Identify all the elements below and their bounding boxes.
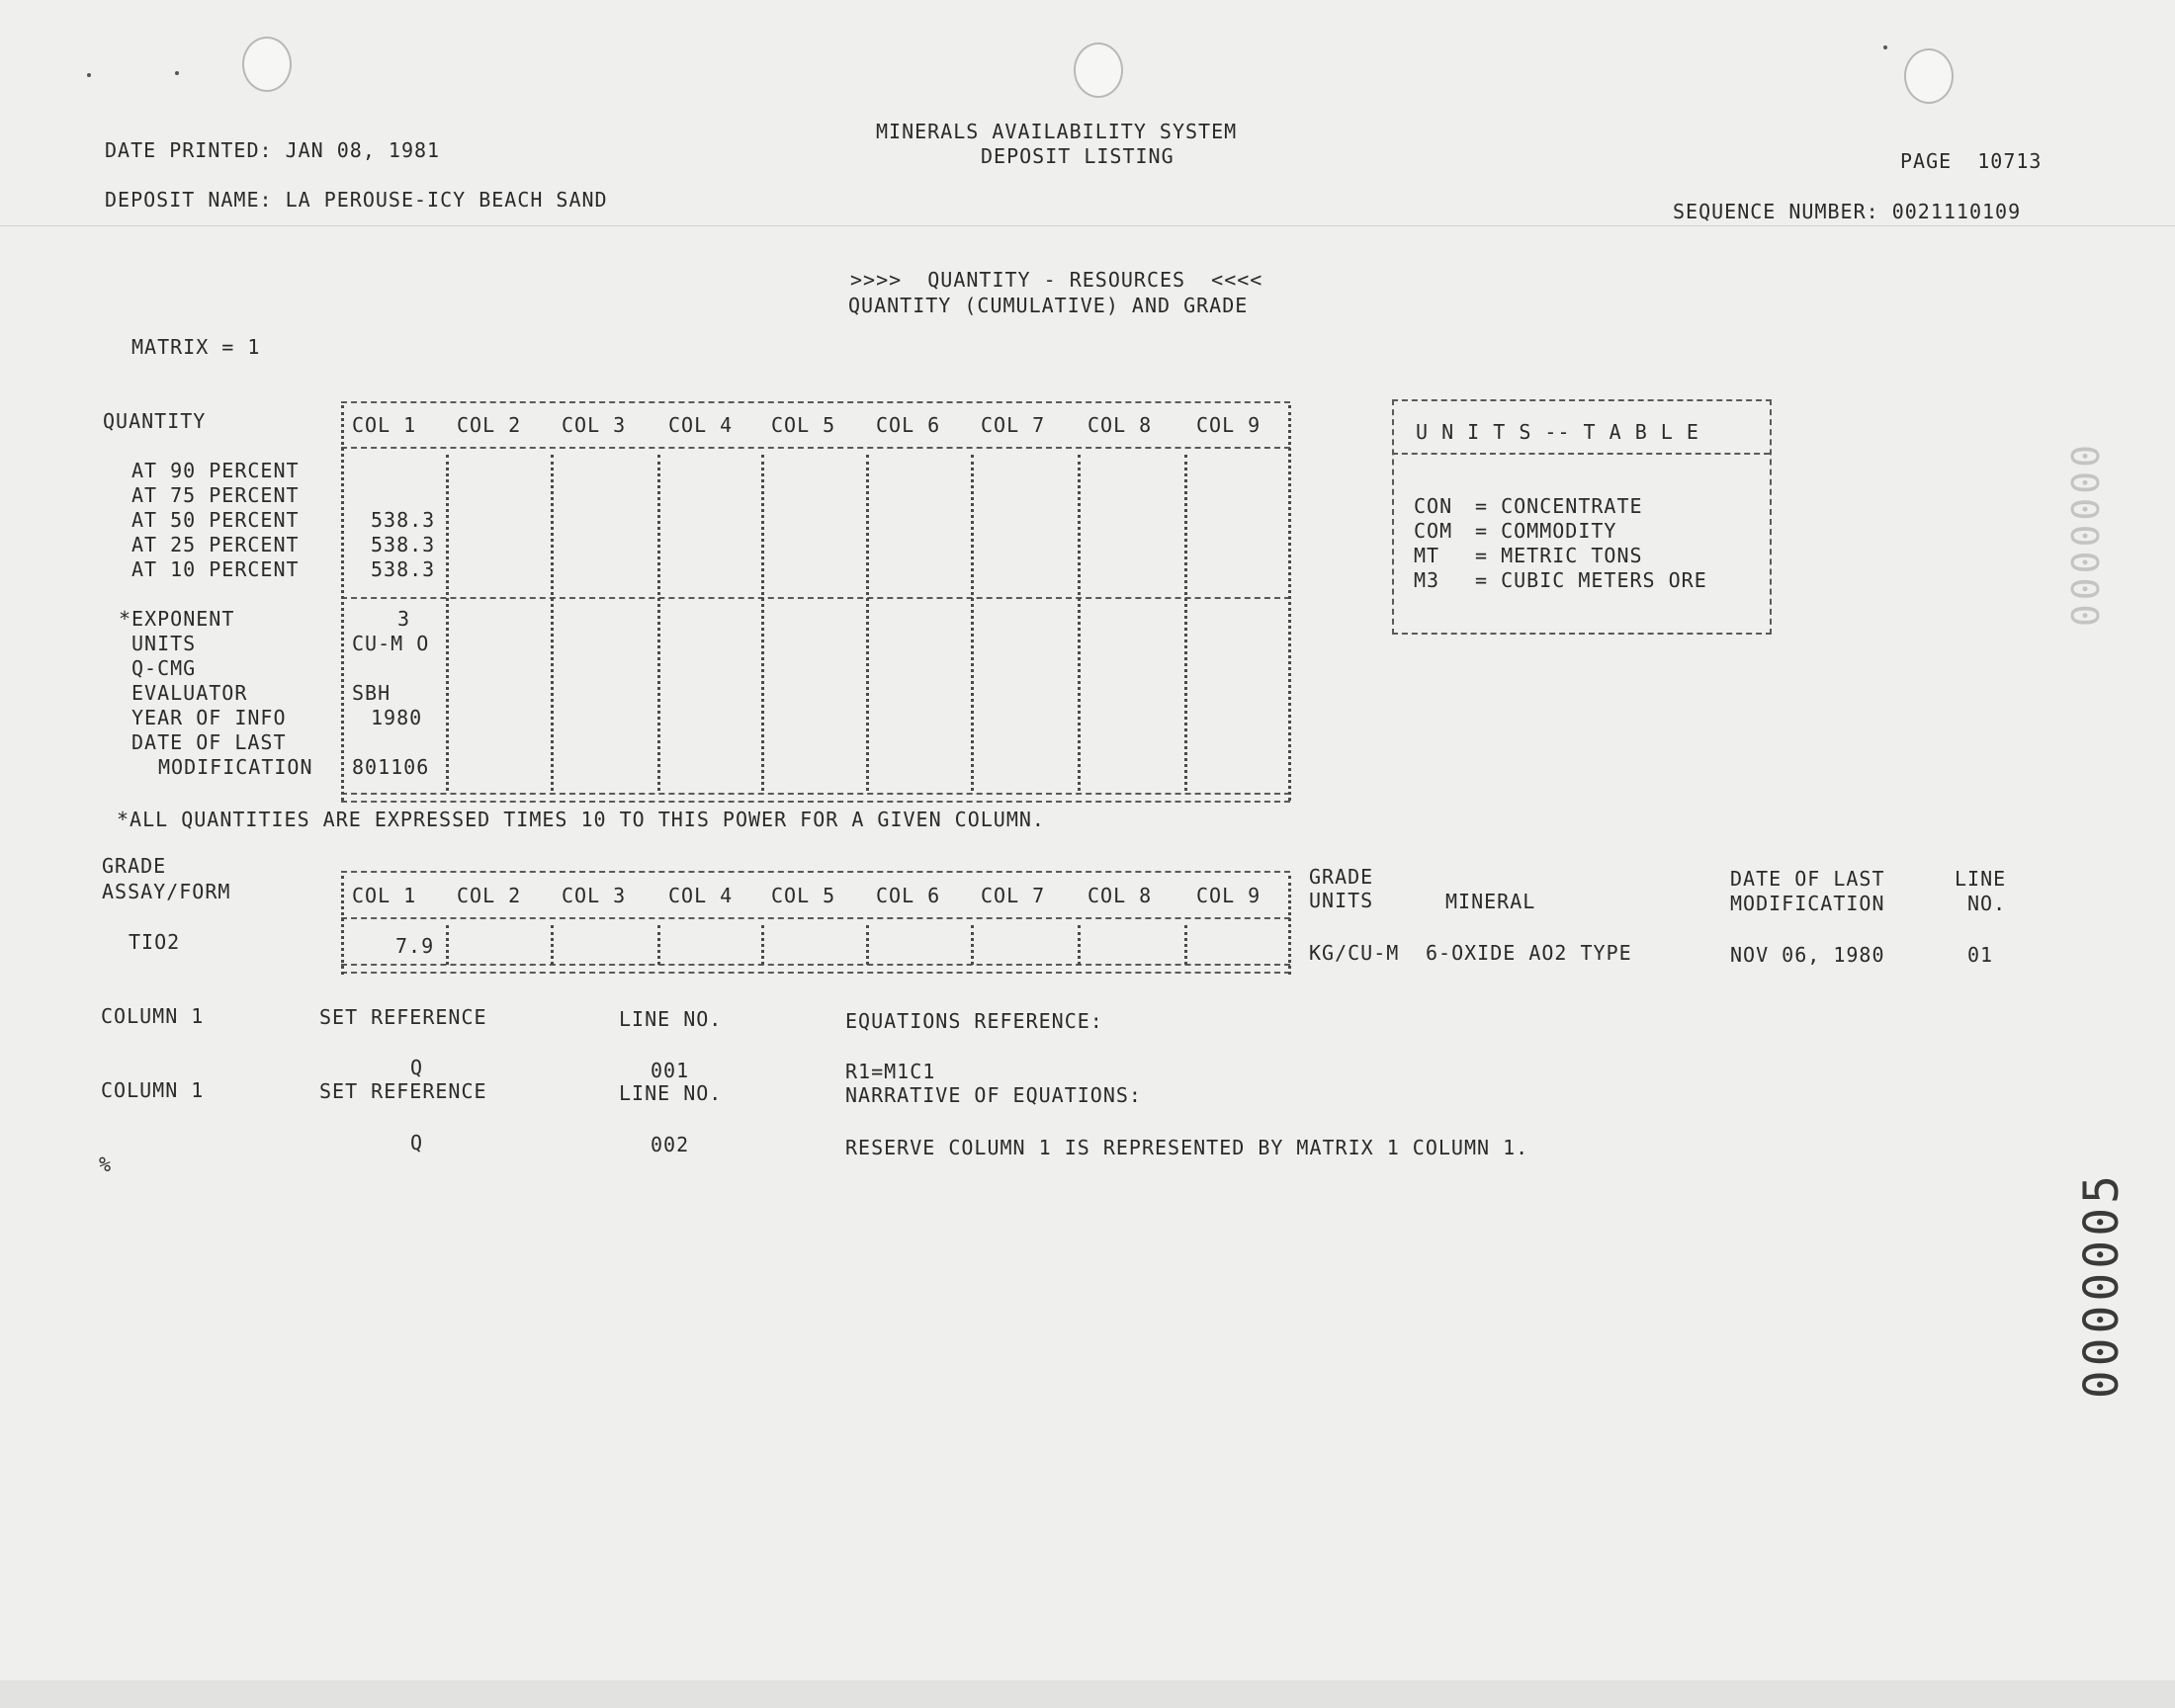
date-printed: DATE PRINTED: JAN 08, 1981 [105,138,441,162]
grade-value: 7.9 [395,934,435,958]
ref-line-label: LINE NO. [619,1007,723,1031]
row-label: DATE OF LAST [131,730,287,754]
cell-value: 801106 [352,755,430,779]
column-separator [341,405,344,801]
grade-units-value: KG/CU-M [1309,941,1400,965]
punch-hole-center [1074,43,1123,98]
cell-value: 538.3 [371,508,436,532]
quantity-label: QUANTITY [103,409,207,433]
speck [87,73,91,77]
grade-label: GRADE [102,854,167,878]
assay-name: TIO2 [129,930,181,954]
ref-set-value: Q [410,1056,424,1079]
ref-set-label: SET REFERENCE [319,1079,487,1103]
ref-set-value: Q [410,1131,424,1154]
column-header: COL 1 [352,884,417,907]
ref-eq-label: NARRATIVE OF EQUATIONS: [845,1083,1142,1107]
quantity-bottom-rule [341,793,1290,795]
section-subheading: QUANTITY (CUMULATIVE) AND GRADE [848,294,1249,317]
fold-line [0,225,2175,226]
column-header: COL 6 [876,413,941,437]
column-header: COL 3 [562,413,627,437]
row-label: AT 25 PERCENT [131,533,300,556]
column-separator [1288,405,1291,801]
column-separator [1184,455,1187,791]
ref-eq-label: EQUATIONS REFERENCE: [845,1009,1103,1033]
column-separator [971,925,974,965]
column-header: COL 1 [352,413,417,437]
column-header: COL 8 [1088,413,1153,437]
column-header: COL 4 [668,413,734,437]
row-label: AT 90 PERCENT [131,459,300,482]
quantity-table-top-rule [341,401,1290,403]
unit-code: MT [1414,544,1440,567]
column-header: COL 7 [981,413,1046,437]
column-separator [446,455,449,791]
column-separator [551,925,554,965]
date-value: NOV 06, 1980 [1730,943,1885,967]
column-header: COL 7 [981,884,1046,907]
line-no-value: 01 [1967,943,1994,967]
frame-number-stamp: 0000005 [2074,1171,2130,1400]
column-separator [866,925,869,965]
faint-stamp: 0000000 [2062,445,2106,632]
column-separator [1184,925,1187,965]
unit-meaning: = CONCENTRATE [1475,494,1643,518]
matrix-label: MATRIX = 1 [131,335,261,359]
grade-bottom-rule [341,964,1290,966]
grade-units-header: UNITS [1309,889,1374,912]
ref-eq-value: R1=M1C1 [845,1060,936,1083]
date-modified-header: MODIFICATION [1730,892,1885,915]
column-header: COL 3 [562,884,627,907]
row-label: AT 50 PERCENT [131,508,300,532]
cell-value: 3 [397,607,411,631]
ref-line-label: LINE NO. [619,1081,723,1105]
mineral-value: 6-OXIDE AO2 TYPE [1426,941,1632,965]
speck [1883,45,1887,49]
grade-units-header: GRADE [1309,865,1374,889]
column-separator [1078,455,1081,791]
unit-meaning: = COMMODITY [1475,519,1617,543]
quantity-header-rule [341,447,1290,449]
column-header: COL 9 [1196,884,1262,907]
mineral-header: MINERAL [1445,890,1536,913]
unit-meaning: = CUBIC METERS ORE [1475,568,1707,592]
row-label: AT 10 PERCENT [131,557,300,581]
date-modified-header: DATE OF LAST [1730,867,1885,891]
end-mark: % [99,1153,113,1176]
column-separator [551,455,554,791]
column-separator [446,925,449,965]
sequence-number: SEQUENCE NUMBER: 0021110109 [1673,200,2022,223]
cell-value: 1980 [371,706,423,729]
grade-header-rule [341,917,1290,919]
column-header: COL 2 [457,884,522,907]
column-separator [761,455,764,791]
quantity-footnote: *ALL QUANTITIES ARE EXPRESSED TIMES 10 TO THIS POWER FOR A GIVEN COLUMN. [117,808,1045,831]
units-table-title: U N I T S -- T A B L E [1416,420,1699,444]
column-header: COL 9 [1196,413,1262,437]
punch-hole-right [1904,48,1954,104]
column-header: COL 2 [457,413,522,437]
column-header: COL 5 [771,884,836,907]
cell-value: 538.3 [371,557,436,581]
punch-hole-left [242,37,292,92]
column-separator [657,455,660,791]
row-label: EVALUATOR [131,681,248,705]
column-separator [971,455,974,791]
row-label: UNITS [131,632,197,655]
ref-set-label: SET REFERENCE [319,1005,487,1029]
row-label: *EXPONENT [119,607,235,631]
section-heading: >>>> QUANTITY - RESOURCES <<<< [850,268,1263,292]
column-header: COL 6 [876,884,941,907]
column-header: COL 8 [1088,884,1153,907]
ref-eq-value: RESERVE COLUMN 1 IS REPRESENTED BY MATRIX 1 COLUMN 1. [845,1136,1529,1159]
row-label: Q-CMG [131,656,197,680]
line-no-header: NO. [1967,892,2007,915]
ref-column: COLUMN 1 [101,1078,205,1102]
cell-value: CU-M O [352,632,430,655]
ref-line-value: 001 [651,1059,690,1082]
deposit-name: DEPOSIT NAME: LA PEROUSE-ICY BEACH SAND [105,188,608,212]
quantity-bottom-rule-2 [341,801,1290,803]
column-separator [1078,925,1081,965]
speck [175,71,179,75]
row-label: MODIFICATION [158,755,313,779]
listing-title: DEPOSIT LISTING [981,144,1174,168]
ref-line-value: 002 [651,1133,690,1156]
column-separator [341,876,344,975]
column-separator [761,925,764,965]
column-separator [657,925,660,965]
unit-code: M3 [1414,568,1440,592]
column-separator [1288,876,1291,975]
assay-form-label: ASSAY/FORM [102,880,231,903]
column-separator [866,455,869,791]
column-header: COL 4 [668,884,734,907]
line-no-header: LINE [1955,867,2007,891]
cell-value: SBH [352,681,392,705]
row-label: AT 75 PERCENT [131,483,300,507]
quantity-mid-rule [341,597,1290,599]
grade-bottom-rule-2 [341,972,1290,974]
page-number: PAGE 10713 [1900,149,2043,173]
unit-code: CON [1414,494,1453,518]
unit-code: COM [1414,519,1453,543]
system-title: MINERALS AVAILABILITY SYSTEM [876,120,1238,143]
ref-column: COLUMN 1 [101,1004,205,1028]
row-label: YEAR OF INFO [131,706,287,729]
cell-value: 538.3 [371,533,436,556]
unit-meaning: = METRIC TONS [1475,544,1643,567]
grade-table-top-rule [341,871,1290,873]
column-header: COL 5 [771,413,836,437]
page-edge [0,1680,2175,1708]
units-table-title-rule [1392,453,1770,455]
